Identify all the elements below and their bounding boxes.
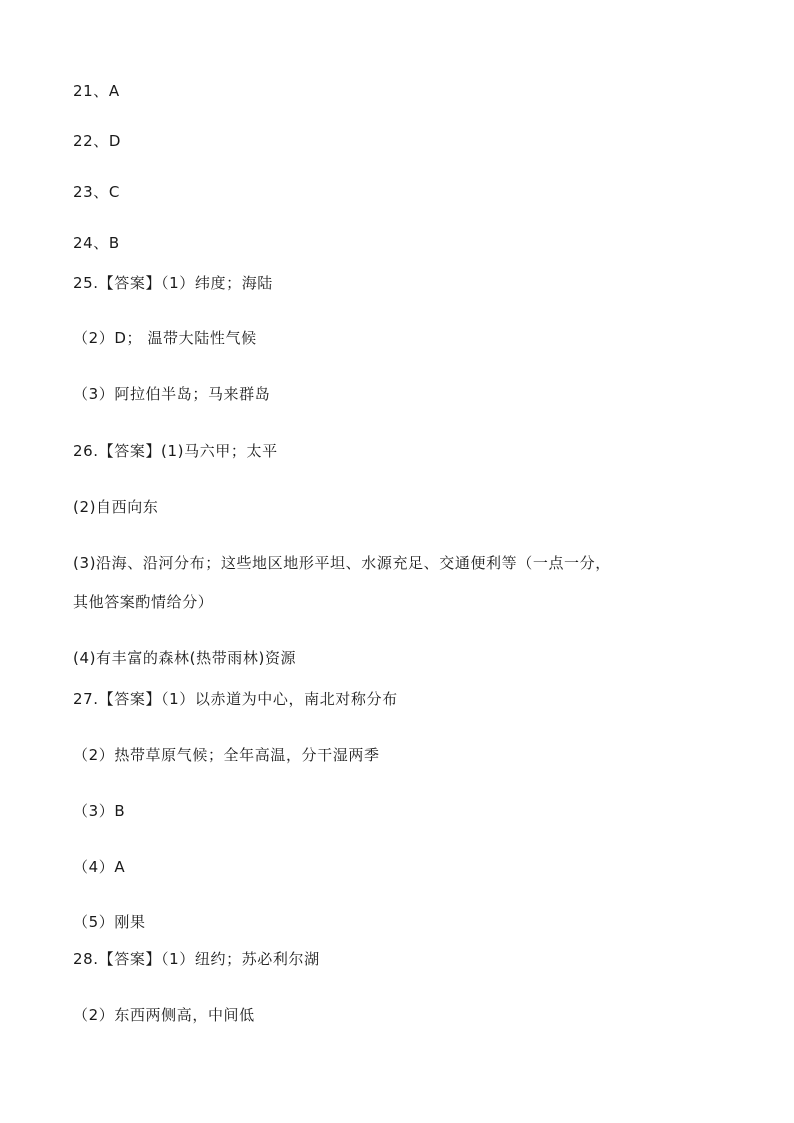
answer-27-part-2: （2）热带草原气候；全年高温，分干湿两季: [73, 746, 380, 764]
answer-27-part-5: （5）刚果: [73, 913, 146, 931]
answer-26-part-1: 26.【答案】(1)马六甲；太平: [73, 442, 278, 460]
answer-26-part-4: (4)有丰富的森林(热带雨林)资源: [73, 649, 297, 667]
answer-28-part-2: （2）东西两侧高，中间低: [73, 1006, 255, 1024]
answer-23: 23、C: [73, 183, 120, 201]
answer-26-part-3: (3)沿海、沿河分布；这些地区地形平坦、水源充足、交通便利等（一点一分，: [73, 554, 611, 572]
answer-25-part-2: （2）D； 温带大陆性气候: [73, 329, 257, 347]
answer-25-part-1: 25.【答案】（1）纬度；海陆: [73, 274, 273, 292]
answer-26-part-3-continued: 其他答案酌情给分）: [73, 593, 214, 611]
answer-25-part-3: （3）阿拉伯半岛；马来群岛: [73, 385, 271, 403]
answer-22: 22、D: [73, 132, 122, 150]
answer-28-part-1: 28.【答案】（1）纽约；苏必利尔湖: [73, 950, 320, 968]
answer-27-part-3: （3）B: [73, 802, 126, 820]
answer-26-part-2: (2)自西向东: [73, 498, 159, 516]
answer-27-part-1: 27.【答案】（1）以赤道为中心，南北对称分布: [73, 690, 398, 708]
answer-21: 21、A: [73, 82, 120, 100]
answer-24: 24、B: [73, 234, 120, 252]
answer-27-part-4: （4）A: [73, 858, 126, 876]
